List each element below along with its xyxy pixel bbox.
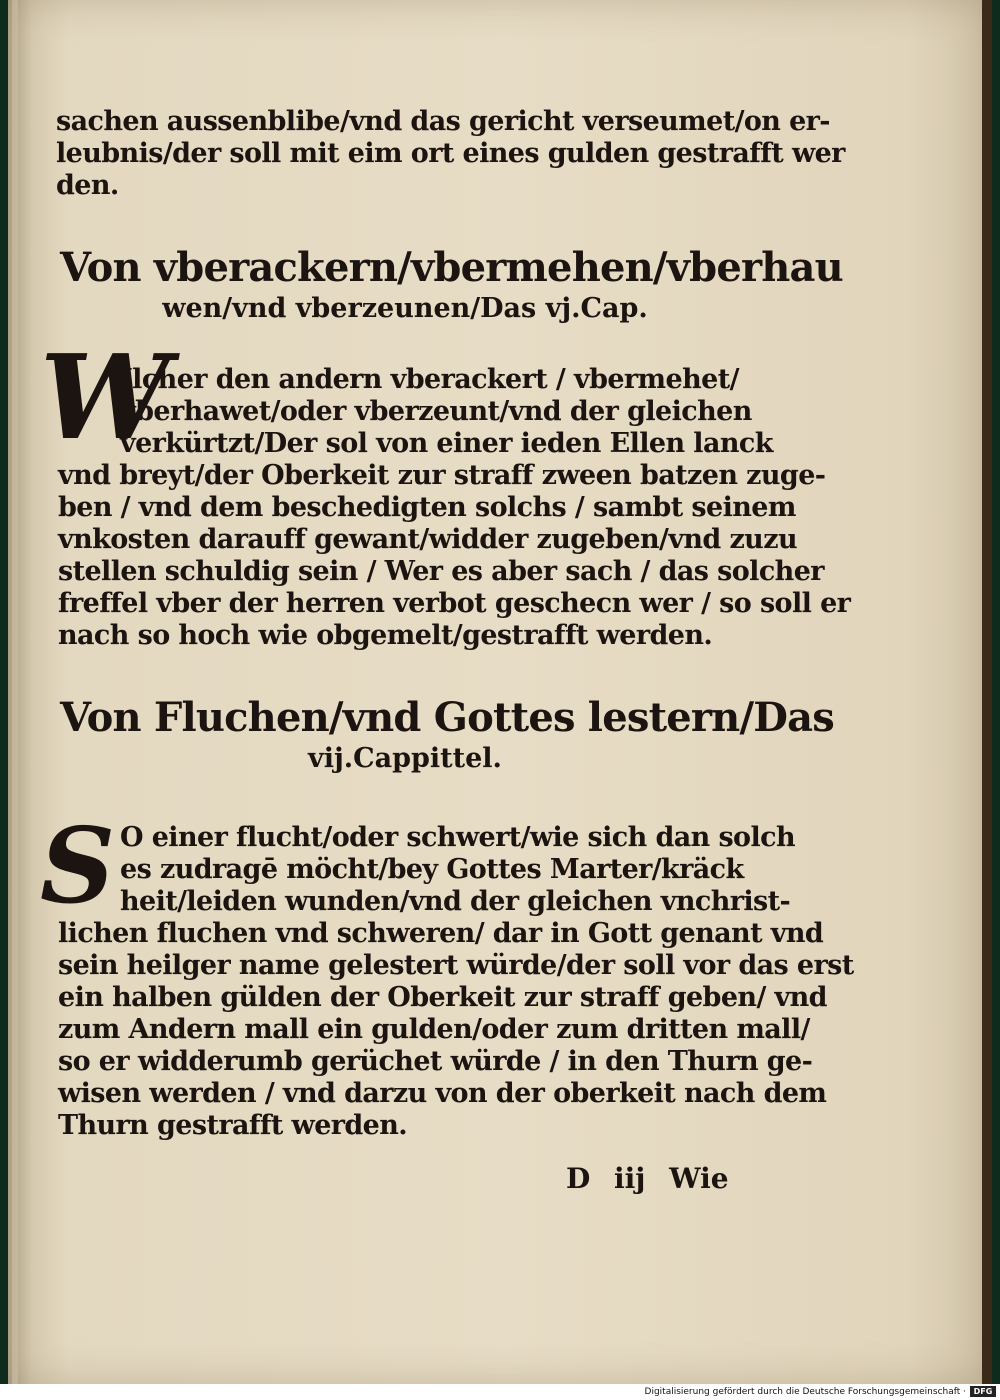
section1-body [58, 364, 851, 652]
section1-line-6: vnkosten darauff gewant/widder zugeben/vnd zuzu [58, 524, 797, 555]
section2-line-4: lichen fluchen vnd schweren/ dar in Gott genant vnd [58, 918, 824, 949]
section2-body [58, 822, 854, 1142]
book-page [8, 0, 992, 1384]
page-edge [982, 0, 992, 1384]
section2-line-6: ein halben gülden der Oberkeit zur straff geben/ vnd [58, 982, 827, 1013]
section2-line-1: O einer flucht/oder schwert/wie sich dan solch [120, 822, 795, 853]
footer-credit-text: Digitalisierung gefördert durch die Deutsche Forschungsgemeinschaft · [644, 1387, 966, 1397]
section1-dropcap: W [40, 330, 171, 466]
section2-line-3: heit/leiden wunden/vnd der gleichen vnchrist- [120, 886, 791, 917]
digitization-footer [0, 1384, 1000, 1400]
section2-line-10: Thurn gestrafft werden. [58, 1110, 408, 1141]
section2-heading-line-2: vij.Cappittel. [308, 743, 502, 774]
section2-line-2: es zudragē möcht/bey Gottes Marter/kräck [120, 854, 744, 885]
section2-line-5: sein heilger name gelestert würde/der soll vor das erst [58, 950, 854, 981]
section2-line-7: zum Andern mall ein gulden/oder zum dritten mall/ [58, 1014, 810, 1045]
section2-heading [60, 694, 834, 776]
section1-heading [60, 244, 843, 326]
section1-line-3: verkürtzt/Der sol von einer ieden Ellen lanck [120, 428, 773, 459]
signature-catchword: D iij Wie [566, 1162, 729, 1195]
page-gutter [12, 0, 18, 1384]
section1-line-4: vnd breyt/der Oberkeit zur straff zween batzen zuge- [58, 460, 826, 491]
section2-line-9: wisen werden / vnd darzu von der oberkeit nach dem [58, 1078, 827, 1109]
section1-heading-line-2: wen/vnd vberzeunen/Das vj.Cap. [162, 293, 648, 324]
section1-line-8: freffel vber der herren verbot geschecn wer / so soll er [58, 588, 851, 619]
section2-line-8: so er widderumb gerüchet würde / in den Thurn ge- [58, 1046, 813, 1077]
section1-line-9: nach so hoch wie obgemelt/gestrafft werden. [58, 620, 713, 651]
section1-line-7: stellen schuldig sein / Wer es aber sach / das solcher [58, 556, 824, 587]
section1-line-5: ben / vnd dem beschedigten solchs / sambt seinem [58, 492, 796, 523]
section2-dropcap: S [40, 804, 116, 927]
opening-line-2: leubnis/der soll mit eim ort eines gulden gestrafft wer [56, 138, 845, 169]
section1-line-2: vberhawet/oder vberzeunt/vnd der gleichen [120, 396, 752, 427]
section2-heading-line-1: Von Fluchen/vnd Gottes lestern/Das [60, 694, 834, 741]
opening-paragraph [56, 106, 845, 202]
section1-heading-line-1: Von vberackern/vbermehen/vberhau [60, 244, 843, 291]
opening-line-3: den. [56, 170, 119, 201]
dfg-logo-icon: DFG [970, 1386, 996, 1397]
opening-line-1: sachen aussenblibe/vnd das gericht verseumet/on er- [56, 106, 830, 137]
section1-line-1: Jlcher den andern vberackert / vbermehet/ [120, 364, 739, 395]
